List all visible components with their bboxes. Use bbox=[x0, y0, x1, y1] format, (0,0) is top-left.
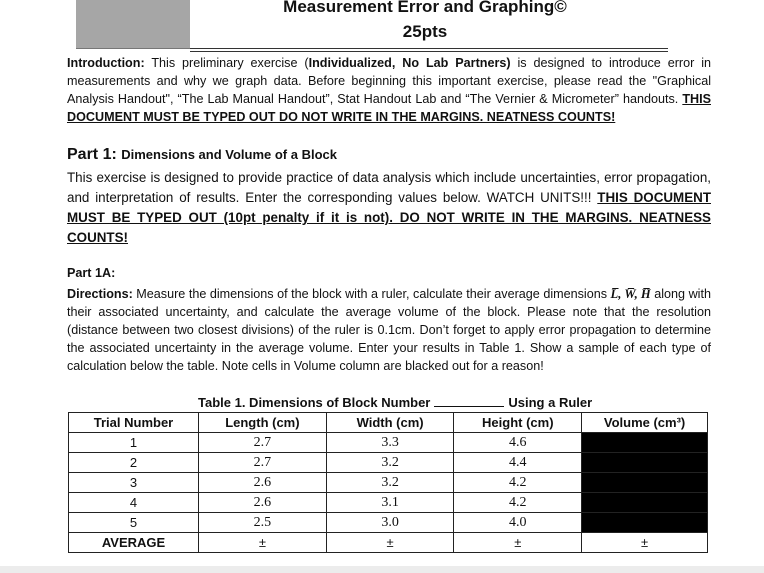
part1-body: This exercise is designed to provide practice of data analysis which include uncertainties, error propagation, and interpretation of results. Enter the corresponding values below. WATCH UNITS!!! bbox=[67, 170, 711, 205]
length-cell[interactable]: 2.7 bbox=[199, 433, 327, 453]
introduction-paragraph bbox=[67, 54, 711, 126]
table-row bbox=[69, 453, 708, 473]
average-height-cell[interactable]: ± bbox=[454, 533, 582, 553]
part1a-heading: Part 1A: bbox=[67, 266, 116, 280]
header-trial-number: Trial Number bbox=[69, 413, 199, 433]
table-caption bbox=[198, 395, 592, 410]
directions-label: Directions: bbox=[67, 287, 133, 301]
dimension-symbols: L̅, W̅, H̅ bbox=[610, 287, 651, 301]
average-width-cell[interactable]: ± bbox=[326, 533, 454, 553]
directions-text-b: along with their associated uncertainty, and calculate the average volume of the block. Please note that the resolution (distance between two closest divisions) of the ruler is 0.1cm. Don’t forget to apply error propagation to determine the associated uncertainty in the average volume. Enter your results in Table 1. Show a sample of each type of calculation below the table. Note cells in Volume column are blacked out for a reason! bbox=[67, 287, 711, 373]
header-height: Height (cm) bbox=[454, 413, 582, 433]
average-label: AVERAGE bbox=[69, 533, 199, 553]
caption-text-a: Table 1. Dimensions of Block Number bbox=[198, 395, 431, 410]
table-row bbox=[69, 493, 708, 513]
title-rule-bottom bbox=[190, 51, 668, 52]
width-cell[interactable]: 3.3 bbox=[326, 433, 454, 453]
block-number-blank[interactable] bbox=[434, 406, 504, 407]
length-cell[interactable]: 2.7 bbox=[199, 453, 327, 473]
introduction-label: Introduction: bbox=[67, 56, 145, 70]
part1-warning: THIS DOCUMENT MUST BE TYPED OUT (10pt penalty if it is not). DO NOT WRITE IN THE MARGINS. NEATNESS COUNTS! bbox=[67, 190, 711, 245]
intro-text-b: is designed to introduce error in measurements and why we graph data. Before beginning this important exercise, please read the "Graphical Analysis Handout", “The Lab Manual Handout”, Stat Handout Lab and “The Vernier & Micrometer” handouts. bbox=[67, 56, 711, 106]
trial-number-cell: 2 bbox=[69, 453, 199, 473]
height-cell[interactable]: 4.0 bbox=[454, 513, 582, 533]
dimensions-table bbox=[68, 412, 708, 553]
intro-warning: THIS DOCUMENT MUST BE TYPED OUT DO NOT WRITE IN THE MARGINS. NEATNESS COUNTS! bbox=[67, 92, 711, 124]
trial-number-cell: 1 bbox=[69, 433, 199, 453]
volume-cell-blacked-out bbox=[582, 493, 708, 513]
width-cell[interactable]: 3.2 bbox=[326, 453, 454, 473]
height-cell[interactable]: 4.4 bbox=[454, 453, 582, 473]
part1-subheading: Dimensions and Volume of a Block bbox=[121, 147, 337, 162]
volume-cell-blacked-out bbox=[582, 513, 708, 533]
header-width: Width (cm) bbox=[326, 413, 454, 433]
length-cell[interactable]: 2.6 bbox=[199, 493, 327, 513]
height-cell[interactable]: 4.2 bbox=[454, 473, 582, 493]
width-cell[interactable]: 3.0 bbox=[326, 513, 454, 533]
average-volume-cell[interactable]: ± bbox=[582, 533, 708, 553]
directions-text-a: Measure the dimensions of the block with a ruler, calculate their average dimensions bbox=[132, 287, 611, 301]
average-row bbox=[69, 533, 708, 553]
trial-number-cell: 4 bbox=[69, 493, 199, 513]
volume-cell-blacked-out bbox=[582, 473, 708, 493]
part1-label: Part 1: bbox=[67, 146, 117, 163]
header-volume: Volume (cm³) bbox=[582, 413, 708, 433]
table-header-row bbox=[69, 413, 708, 433]
volume-cell-blacked-out bbox=[582, 453, 708, 473]
intro-bold-a: Individualized, No Lab Partners) bbox=[308, 56, 511, 70]
header-logo-image bbox=[76, 0, 190, 49]
width-cell[interactable]: 3.1 bbox=[326, 493, 454, 513]
page-bottom-margin bbox=[0, 566, 764, 573]
part1-heading bbox=[67, 146, 337, 164]
table-row bbox=[69, 513, 708, 533]
height-cell[interactable]: 4.6 bbox=[454, 433, 582, 453]
trial-number-cell: 5 bbox=[69, 513, 199, 533]
length-cell[interactable]: 2.5 bbox=[199, 513, 327, 533]
part1-paragraph bbox=[67, 168, 711, 248]
table-row bbox=[69, 473, 708, 493]
caption-text-b: Using a Ruler bbox=[508, 395, 593, 410]
trial-number-cell: 3 bbox=[69, 473, 199, 493]
height-cell[interactable]: 4.2 bbox=[454, 493, 582, 513]
header-length: Length (cm) bbox=[199, 413, 327, 433]
intro-text-a: This preliminary exercise ( bbox=[144, 56, 309, 70]
document-title: Measurement Error and Graphing© bbox=[283, 0, 567, 16]
document-points: 25pts bbox=[402, 22, 448, 41]
average-length-cell[interactable]: ± bbox=[199, 533, 327, 553]
width-cell[interactable]: 3.2 bbox=[326, 473, 454, 493]
directions-paragraph bbox=[67, 285, 711, 375]
table-row bbox=[69, 433, 708, 453]
volume-cell-blacked-out bbox=[582, 433, 708, 453]
title-rule-top bbox=[190, 48, 668, 49]
length-cell[interactable]: 2.6 bbox=[199, 473, 327, 493]
